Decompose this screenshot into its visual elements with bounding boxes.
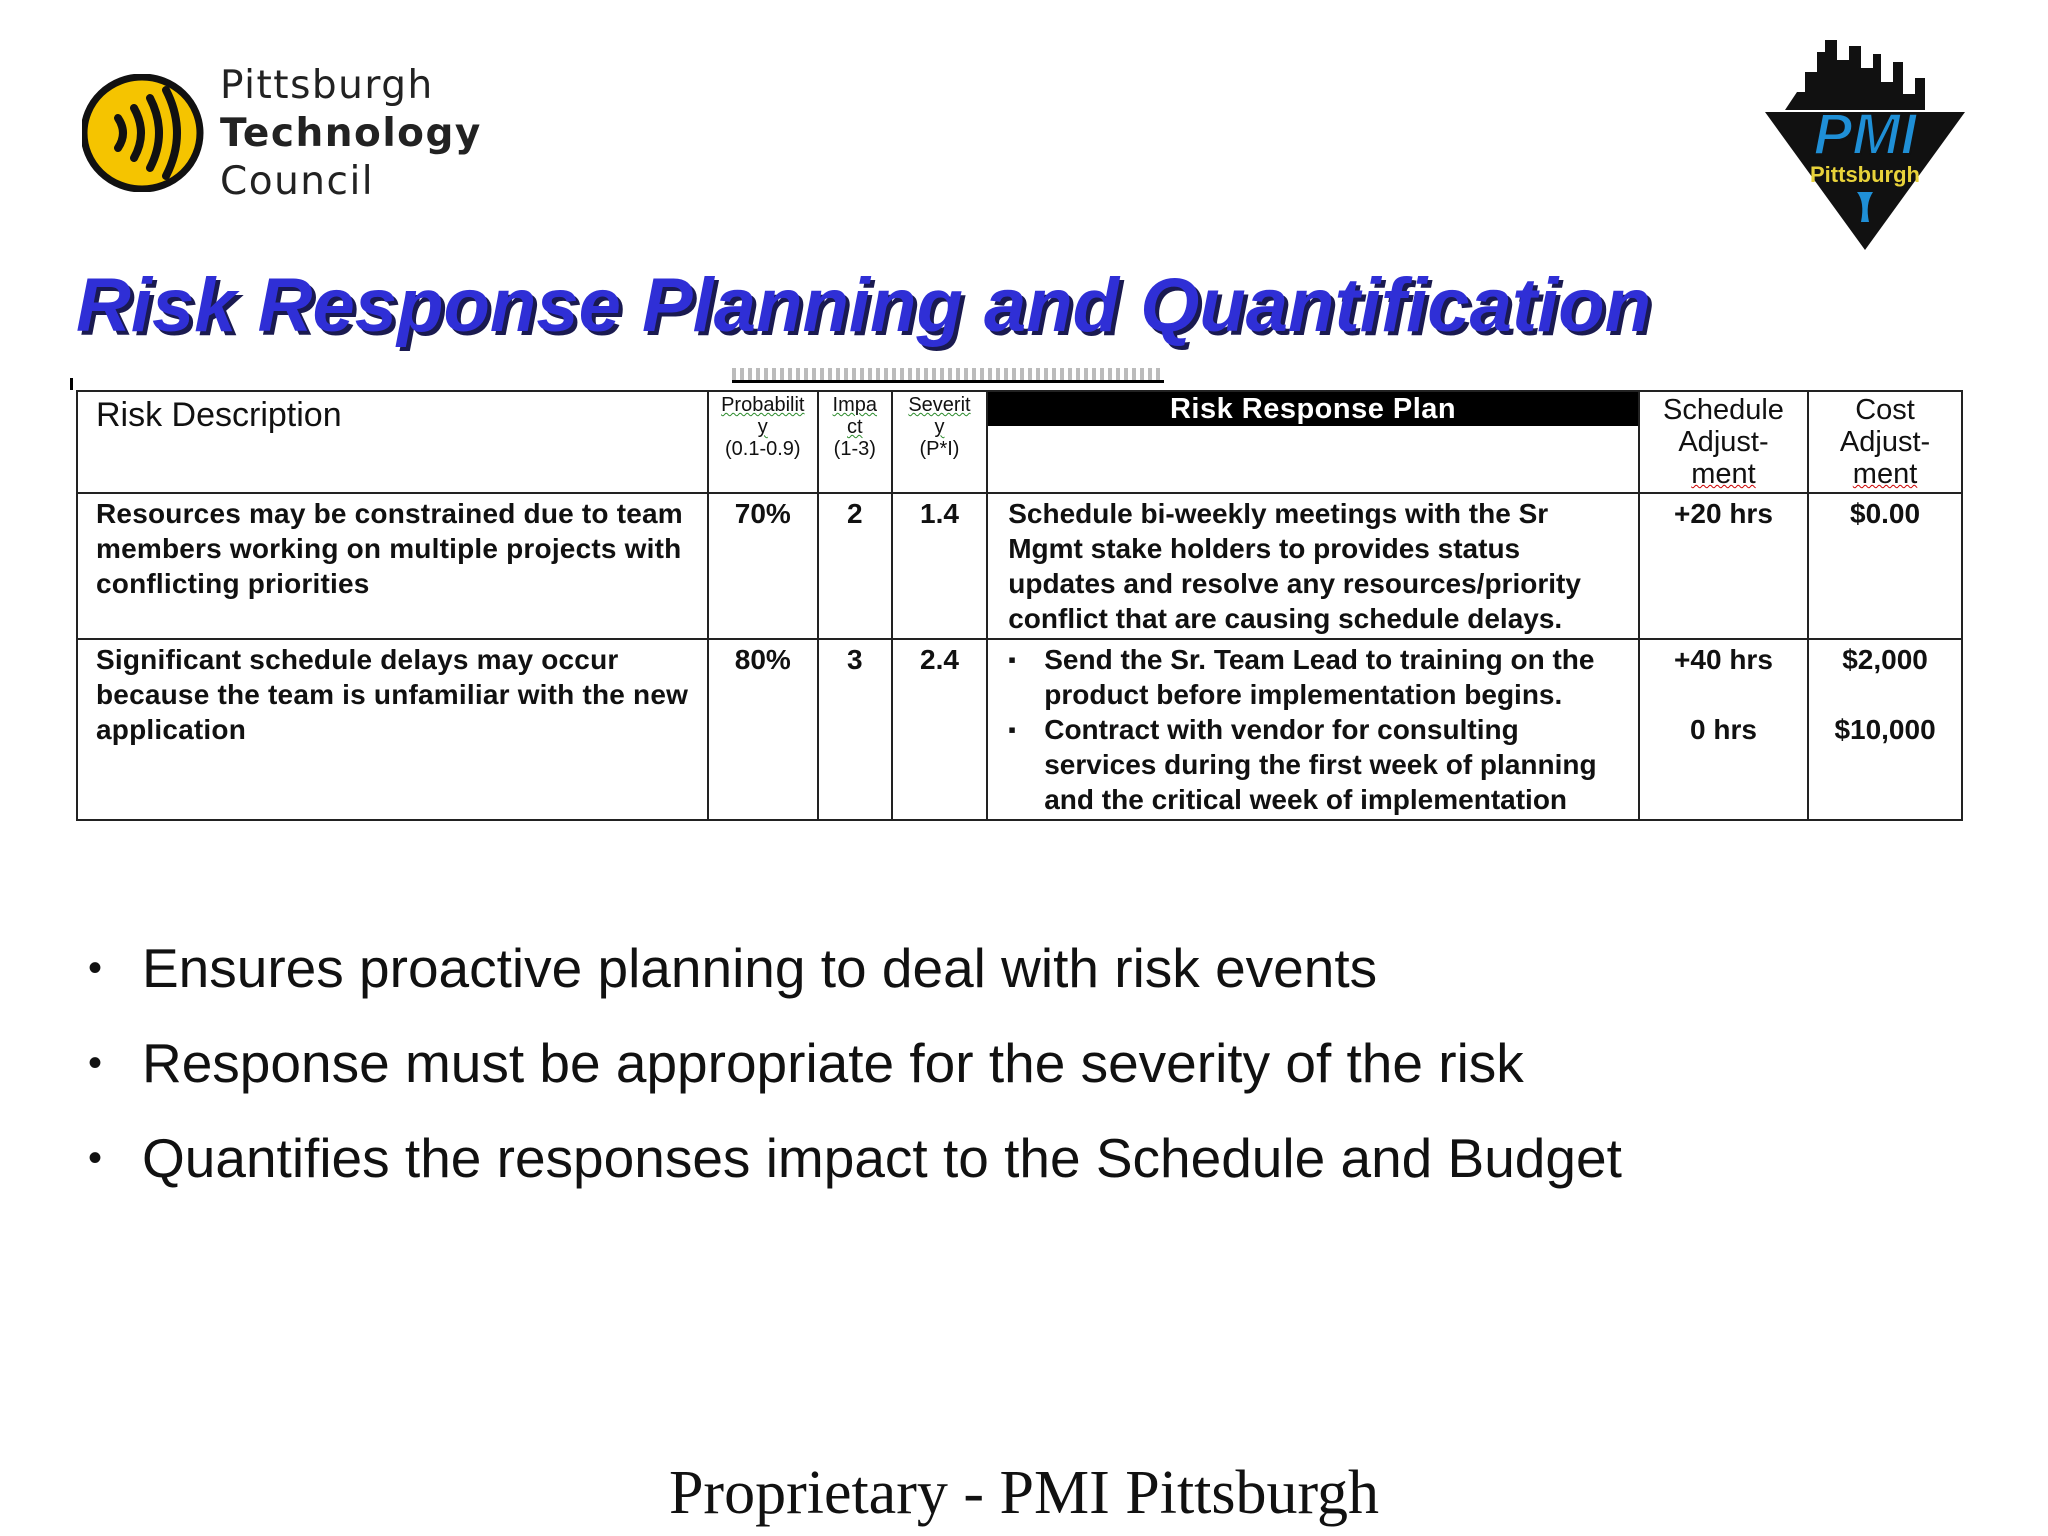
row2-severity: 2.4 — [892, 639, 988, 820]
bullet-list — [88, 936, 1622, 1221]
row2-plan — [987, 639, 1639, 820]
ptc-signal-icon — [82, 74, 206, 192]
header-probability — [708, 391, 818, 493]
header-risk-response-plan — [987, 391, 1639, 493]
row2-impact: 3 — [818, 639, 892, 820]
row1-severity: 1.4 — [892, 493, 988, 639]
row1-description: Resources may be constrained due to team members working on multiple projects with conflicting priorities — [77, 493, 708, 639]
bullet-item — [88, 936, 1622, 1031]
risk-table-container — [76, 390, 1963, 821]
bullet-text: Quantifies the responses impact to the Schedule and Budget — [142, 1127, 1622, 1189]
bullet-dot-icon: • — [88, 1136, 103, 1180]
row2-cost — [1808, 639, 1962, 820]
header-impact — [818, 391, 892, 493]
header-schedule-adjustment — [1639, 391, 1808, 493]
header-cost-adjustment — [1808, 391, 1962, 493]
header-severity — [892, 391, 988, 493]
row1-schedule: +20 hrs — [1639, 493, 1808, 639]
bullet-dot-icon: • — [88, 1041, 103, 1085]
row2-schedule — [1639, 639, 1808, 820]
header-impact-line1: Impa — [832, 394, 878, 416]
header-impact-range: (1-3) — [833, 438, 876, 460]
ptc-line-2: Technology — [220, 111, 482, 156]
header-severity-line2: y — [934, 416, 945, 438]
header-probability-range: (0.1-0.9) — [724, 438, 801, 460]
slide-footer: Proprietary - PMI Pittsburgh — [668, 1459, 1380, 1527]
header-plan-label: Risk Response Plan — [988, 392, 1638, 426]
header-cost-line2: Adjust- — [1839, 426, 1931, 458]
pmi-city-text: Pittsburgh — [1810, 162, 1920, 187]
header-cost-line3: ment — [1852, 458, 1918, 490]
row1-impact: 2 — [818, 493, 892, 639]
header-severity-formula: (P*I) — [919, 438, 960, 460]
bullet-text: Ensures proactive planning to deal with risk events — [142, 937, 1378, 999]
bullet-item — [88, 1126, 1622, 1221]
pmi-pittsburgh-logo — [1765, 32, 1965, 257]
grammar-tooltip-strip — [732, 368, 1164, 383]
table-row — [77, 639, 1962, 820]
header-schedule-line2: Adjust- — [1678, 426, 1769, 458]
bullet-item — [88, 1031, 1622, 1126]
row2-cost-2: $10,000 — [1834, 714, 1936, 745]
row1-plan: Schedule bi-weekly meetings with the Sr Mgmt stake holders to provides status updates and resolve any resources/priority conflict that are causing schedule delays. — [987, 493, 1639, 639]
bullet-text: Response must be appropriate for the severity of the risk — [142, 1032, 1524, 1094]
header-schedule-line1: Schedule — [1663, 394, 1784, 426]
row2-cost-1: $2,000 — [1842, 644, 1928, 675]
row2-schedule-2: 0 hrs — [1690, 714, 1757, 745]
pmi-mark-text: PMI — [1813, 102, 1917, 167]
table-header-row — [77, 391, 1962, 493]
ptc-logo — [82, 62, 482, 212]
header-schedule-line3: ment — [1691, 458, 1756, 490]
table-anchor-mark — [70, 378, 73, 390]
row2-schedule-1: +40 hrs — [1674, 644, 1773, 675]
header-probability-line1: Probabilit — [721, 394, 805, 416]
plan-bullet-item: ▪ Contract with vendor for consulting services during the first week of planning and the critical week of implementation — [1044, 712, 1630, 817]
header-probability-line2: y — [757, 416, 768, 438]
ptc-line-3: Council — [220, 159, 375, 204]
bullet-dot-icon: • — [88, 946, 103, 990]
risk-table — [76, 390, 1963, 821]
slide-title: Risk Response Planning and Quantification — [76, 263, 1652, 348]
row2-probability: 80% — [708, 639, 818, 820]
header-impact-line2: ct — [847, 416, 863, 438]
row2-description: Significant schedule delays may occur because the team is unfamiliar with the new application — [77, 639, 708, 820]
row1-cost: $0.00 — [1808, 493, 1962, 639]
header-risk-description: Risk Description — [77, 391, 708, 493]
row1-probability: 70% — [708, 493, 818, 639]
ptc-line-1: Pittsburgh — [220, 63, 434, 108]
header-cost-line1: Cost — [1855, 394, 1915, 426]
table-row — [77, 493, 1962, 639]
plan-bullet-item: ▪ Send the Sr. Team Lead to training on the product before implementation begins. — [1044, 642, 1630, 712]
header-severity-line1: Severit — [908, 394, 971, 416]
